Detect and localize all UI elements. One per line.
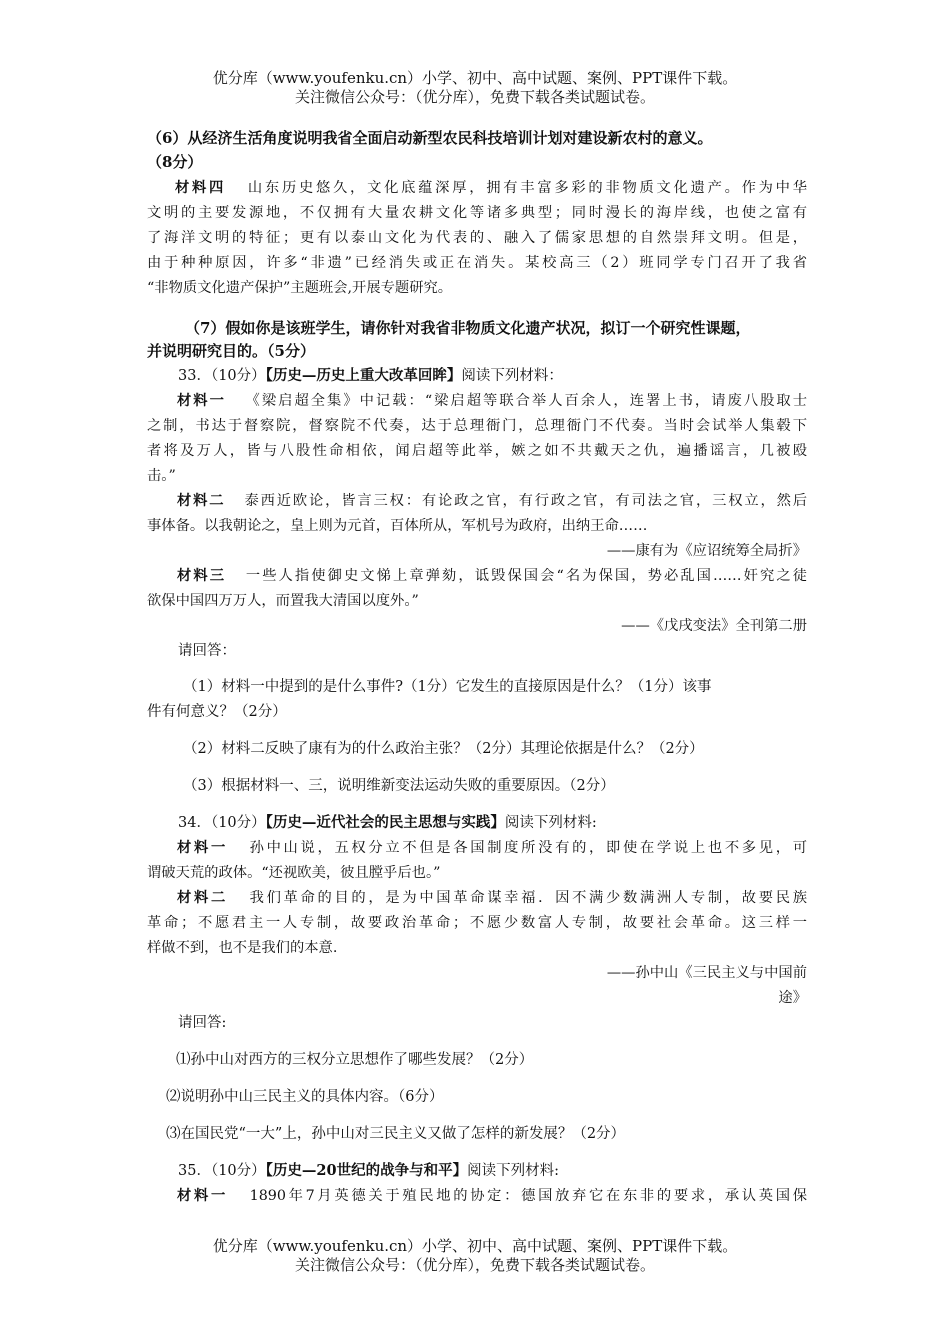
question-7-line-2: 并说明研究目的。（5分） xyxy=(147,342,315,360)
q34-sub-3: ⑶在国民党“一大”上，孙中山对三民主义又做了怎样的新发展？（2分） xyxy=(166,1126,626,1142)
q33-sub-1-line-1: （1）材料一中提到的是什么事件?（1分）它发生的直接原因是什么？（1分）该事 xyxy=(183,679,712,695)
q33-material-3-source: ——《戊戌变法》全刊第二册 xyxy=(621,618,807,634)
q34-sub-2: ⑵说明孙中山三民主义的具体内容。（6分） xyxy=(166,1089,444,1105)
question-35-topic: 【历史—20世纪的战争与和平】 xyxy=(265,1162,468,1179)
question-35-heading: 35．（10分）【历史—20世纪的战争与和平】阅读下列材料: xyxy=(178,1162,559,1179)
question-34-heading: 34．（10分）【历史—近代社会的民主思想与实践】阅读下列材料: xyxy=(178,814,597,831)
q33-material-3-line-1: 材料三 一些人指使御史文悌上章弹劾，诋毁保国会“名为保国，势必乱国……奸究之徒 xyxy=(177,568,808,584)
q33-material-1-line-1: 材料一 《梁启超全集》中记载：“梁启超等联合举人百余人，连署上书，请废八股取士 xyxy=(177,393,807,409)
q34-material-2-line-1: 材料二 我们革命的目的，是为中国革命谋幸福．因不满少数满洲人专制，故要民族 xyxy=(177,890,808,906)
q33-material-2-line-1: 材料二 泰西近欧论，皆言三权：有论政之官，有行政之官，有司法之官，三权立，然后 xyxy=(177,493,808,509)
q33-sub-3: （3）根据材料一、三，说明维新变法运动失败的重要原因。（2分） xyxy=(183,778,615,794)
q34-material-2-source-line-2: 途》 xyxy=(778,990,807,1006)
page-footer-line-2: 关注微信公众号：（优分库），免费下载各类试题试卷。 xyxy=(294,1256,655,1274)
page-footer-line-1: 优分库（www.youfenku.cn）小学、初中、高中试题、案例、PPT课件下载。 xyxy=(212,1237,738,1255)
material-4-line-1: 材料四 山东历史悠久，文化底蕴深厚，拥有丰富多彩的非物质文化遗产。作为中华 xyxy=(175,180,808,196)
question-6-line-1: （6）从经济生活角度说明我省全面启动新型农民科技培训计划对建设新农村的意义。 xyxy=(147,129,713,147)
q34-answer-prompt: 请回答: xyxy=(178,1015,227,1031)
q33-material-1-line-3: 者将及万人，皆与八股性命相依，闻启超等此举，嫉之如不共戴天之仇，遍播谣言，几被殴 xyxy=(147,443,807,459)
q34-material-2-line-2: 革命；不愿君主一人专制，故要政治革命；不愿少数富人专制，故要社会革命。这三样一 xyxy=(147,915,807,931)
question-33-heading: 33．（10分）【历史—历史上重大改革回眸】阅读下列材料： xyxy=(178,367,563,384)
q35-material-1-line-1: 材料一 1890年7月英德关于殖民地的协定：德国放弃它在东非的要求，承认英国保 xyxy=(177,1188,808,1204)
q34-material-1-line-1: 材料一 孙中山说，五权分立不但是各国制度所没有的，即使在学说上也不多见，可 xyxy=(177,840,808,856)
question-6-line-2: （8分） xyxy=(147,153,203,171)
q33-material-3-label: 材料三 xyxy=(177,568,227,584)
q34-material-2-line-3: 样做不到，也不是我们的本意. xyxy=(147,940,338,956)
q33-material-2-line-2: 事体备。以我朝论之，皇上则为元首，百体所从，军机号为政府，出纳王命…… xyxy=(147,518,648,534)
question-33-topic: 【历史—历史上重大改革回眸】 xyxy=(265,367,462,384)
q35-material-1-label: 材料一 xyxy=(177,1188,228,1204)
q33-material-2-source: ——康有为《应诏统筹全局折》 xyxy=(606,543,807,559)
material-4-line-2: 文明的主要发源地，不仅拥有大量农耕文化等诸多典型；同时漫长的海岸线，也使之富有 xyxy=(147,205,807,221)
q33-material-1-line-2: 之制，书达于督察院，督察院不代奏，达于总理衙门，总理衙门不代奏。当时会试举人集毂下 xyxy=(147,418,807,434)
material-4-label: 材料四 xyxy=(175,180,227,196)
q33-material-2-label: 材料二 xyxy=(177,493,226,509)
q33-material-1-label: 材料一 xyxy=(177,393,226,409)
page-header-line-1: 优分库（www.youfenku.cn）小学、初中、高中试题、案例、PPT课件下载。 xyxy=(212,69,738,87)
q34-material-1-line-2: 谓破天荒的政体。“还视欧美，彼且膛乎后也。” xyxy=(147,865,441,881)
q34-material-2-label: 材料二 xyxy=(177,890,228,906)
q33-sub-2: （2）材料二反映了康有为的什么政治主张？（2分）其理论依据是什么？（2分） xyxy=(183,741,704,757)
material-4-line-3: 了海洋文明的特征；更有以泰山文化为代表的、融入了儒家思想的自然崇拜文明。但是， xyxy=(147,230,807,246)
q33-sub-1-line-2: 件有何意义？（2分） xyxy=(147,704,287,720)
page-header-line-2: 关注微信公众号：（优分库），免费下载各类试题试卷。 xyxy=(294,88,655,106)
q33-material-3-line-2: 欲保中国四万万人，而置我大清国以度外。” xyxy=(147,593,419,609)
material-4-line-5: “非物质文化遗产保护”主题班会,开展专题研究。 xyxy=(147,280,453,296)
q34-material-2-source-line-1: ——孙中山《三民主义与中国前 xyxy=(606,965,807,981)
question-7-line-1: （7）假如你是该班学生，请你针对我省非物质文化遗产状况，拟订一个研究性课题， xyxy=(185,319,751,337)
q34-material-1-label: 材料一 xyxy=(177,840,228,856)
material-4-line-4: 由于种种原因，许多“非遗”已经消失或正在消失。某校高三（2）班同学专门召开了我省 xyxy=(147,255,807,271)
q33-answer-prompt: 请回答： xyxy=(178,643,236,659)
question-34-topic: 【历史—近代社会的民主思想与实践】 xyxy=(265,814,505,831)
q33-material-1-line-4: 击。” xyxy=(147,468,176,484)
q34-sub-1: ⑴孙中山对西方的三权分立思想作了哪些发展？（2分） xyxy=(176,1052,534,1068)
